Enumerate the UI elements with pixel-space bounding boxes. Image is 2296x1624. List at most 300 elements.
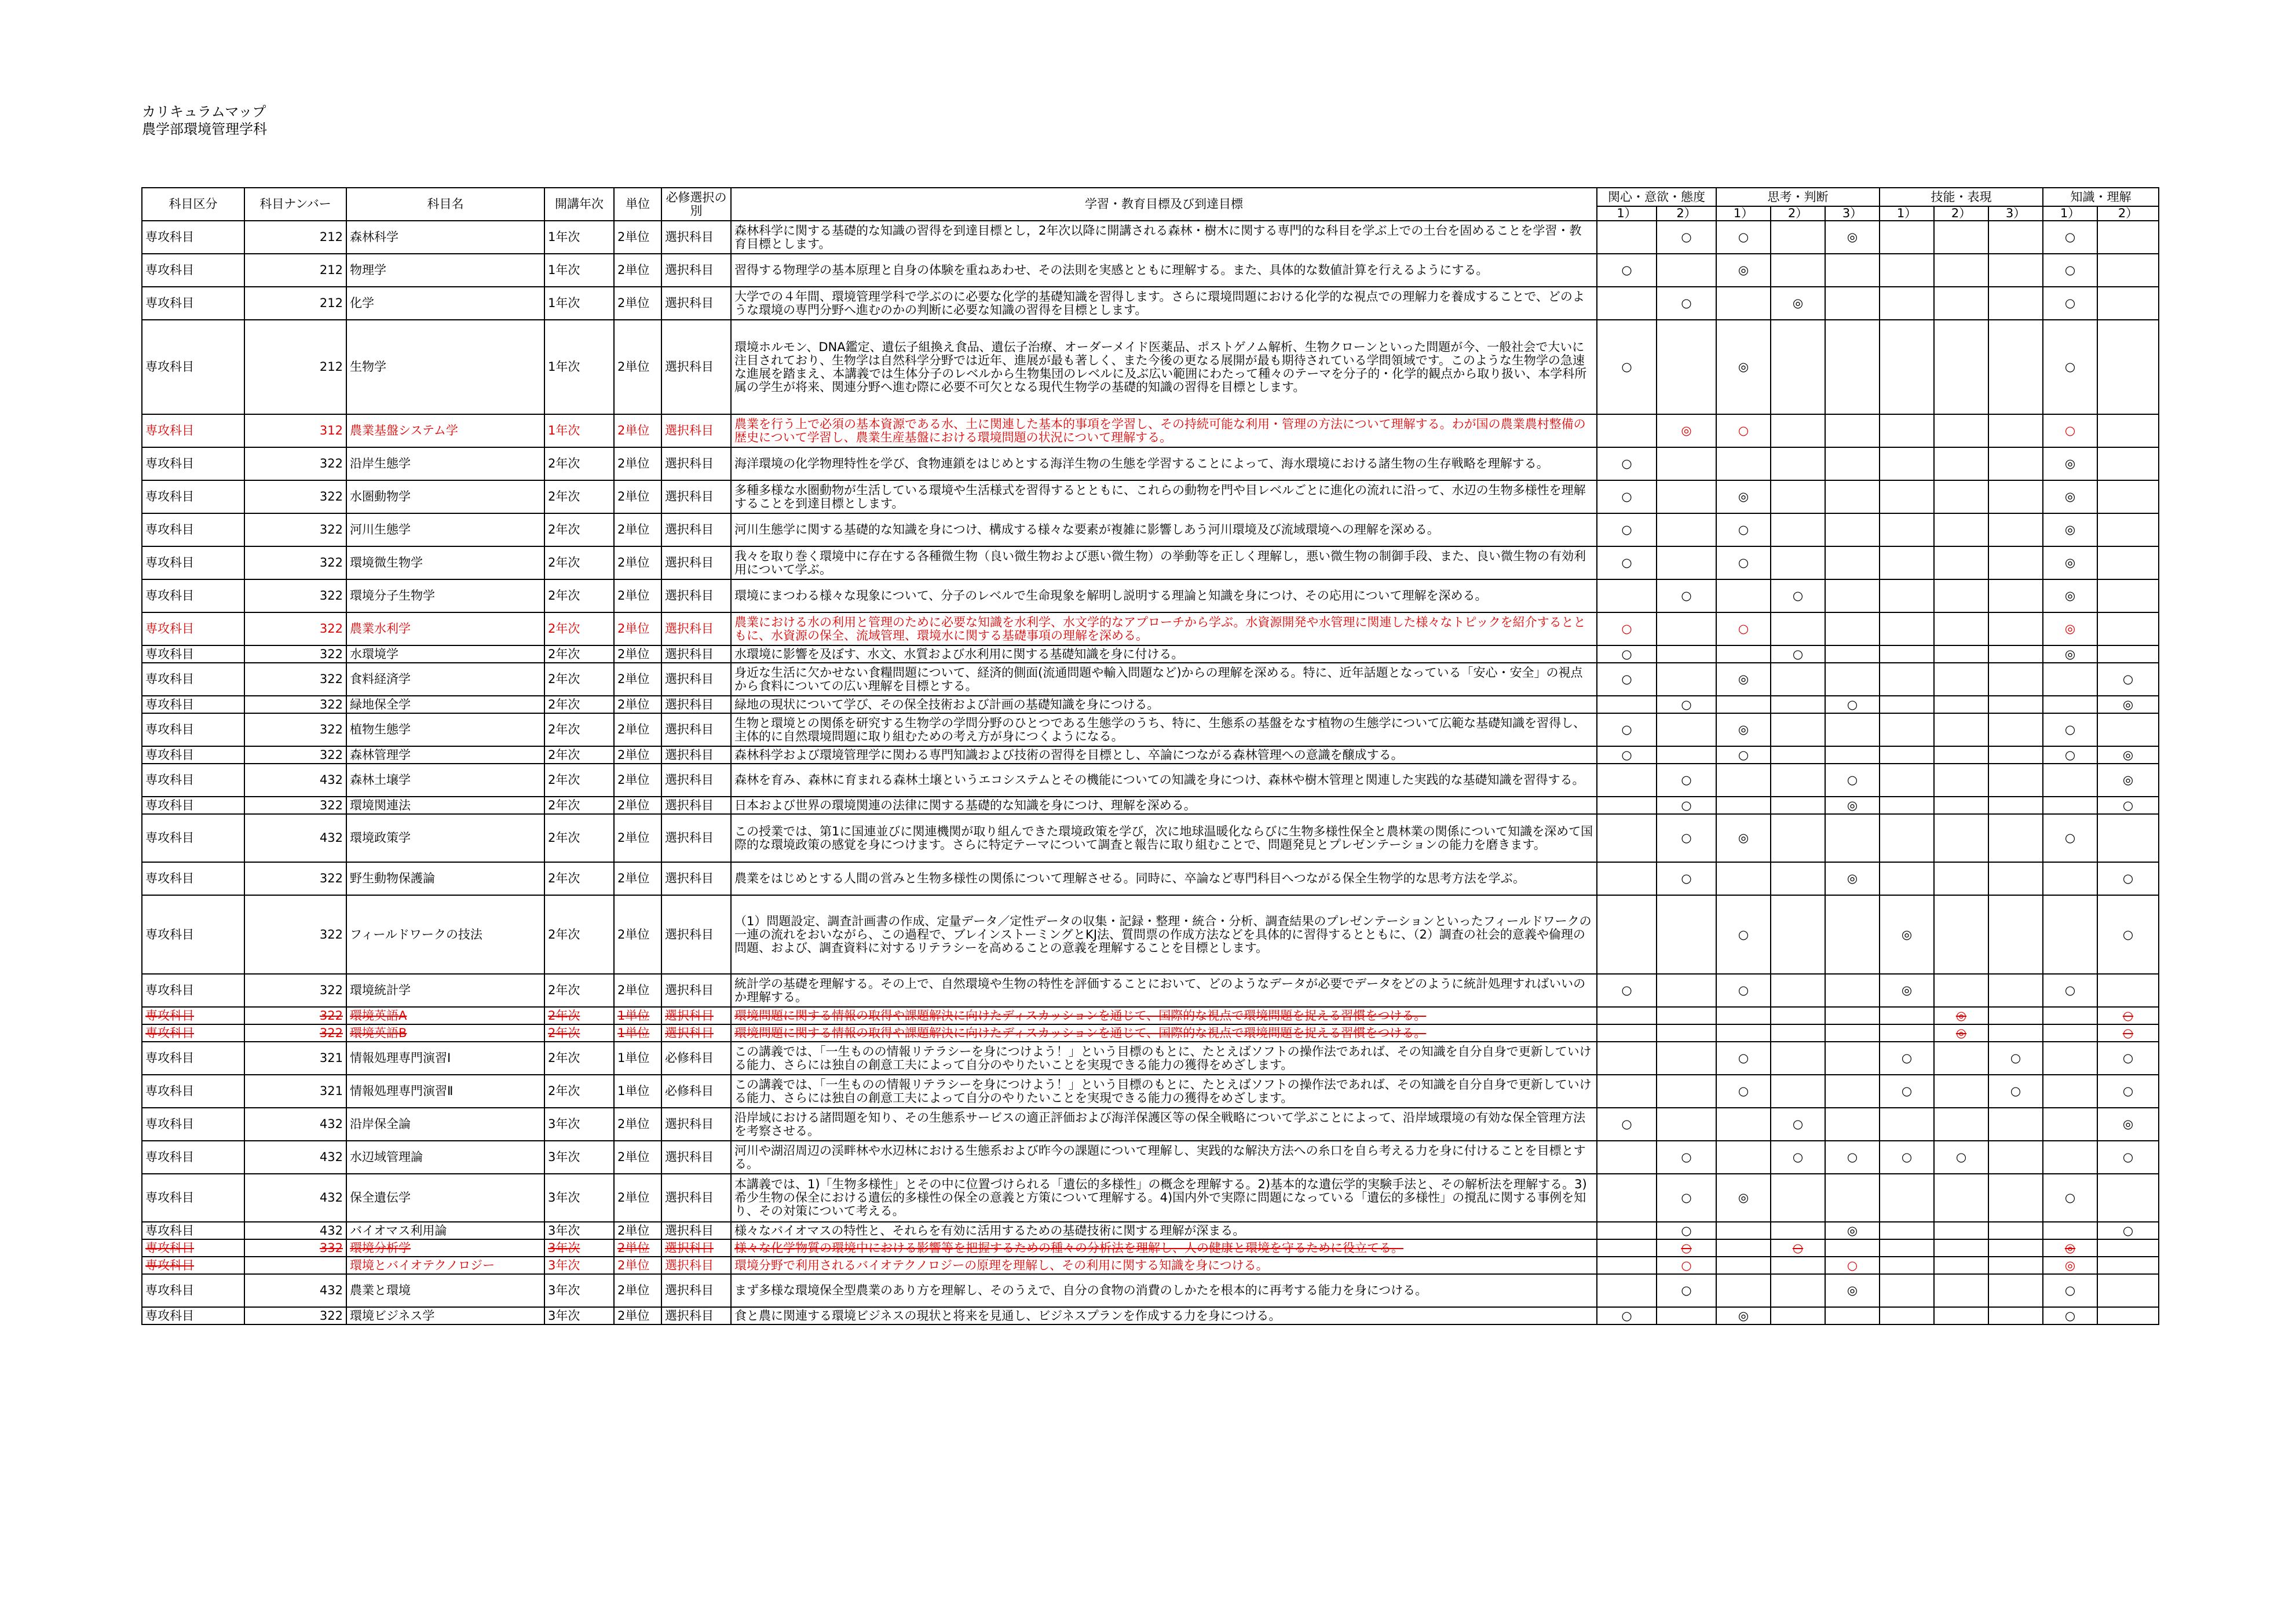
course-requirement: 選択科目 — [661, 1222, 731, 1239]
competency-mark — [2097, 414, 2159, 447]
course-number: 322 — [244, 895, 346, 974]
header-group-knowledge: 知識・理解 — [2043, 188, 2159, 206]
course-category: 専攻科目 — [142, 1141, 244, 1174]
competency-mark — [1657, 1108, 1716, 1141]
course-requirement: 選択科目 — [661, 764, 731, 797]
mark-symbol: ○ — [2122, 798, 2134, 812]
competency-mark — [2097, 1042, 2159, 1075]
course-credits: 2単位 — [614, 513, 661, 546]
course-year: 2年次 — [544, 546, 614, 579]
competency-mark — [1716, 1307, 1771, 1324]
course-requirement: 選択科目 — [661, 1141, 731, 1174]
competency-mark — [1657, 1141, 1716, 1174]
header-year: 開講年次 — [544, 188, 614, 221]
mark-symbol: ○ — [2064, 360, 2076, 374]
competency-mark — [1771, 645, 1825, 663]
course-credits: 2単位 — [614, 1141, 661, 1174]
competency-mark — [1716, 480, 1771, 513]
course-category: 専攻科目 — [142, 513, 244, 546]
competency-mark — [1597, 1307, 1657, 1324]
course-category: 専攻科目 — [142, 414, 244, 447]
competency-mark — [1716, 1239, 1771, 1257]
competency-mark — [1934, 663, 1988, 696]
course-number: 322 — [244, 713, 346, 746]
competency-mark — [2043, 1075, 2097, 1108]
competency-mark — [2043, 1222, 2097, 1239]
competency-mark — [2097, 1257, 2159, 1274]
competency-mark — [1597, 612, 1657, 645]
competency-mark — [2097, 1307, 2159, 1324]
course-number: 432 — [244, 764, 346, 797]
course-category: 専攻科目 — [142, 1274, 244, 1307]
course-goal: 海洋環境の化学物理特性を学び、食物連鎖をはじめとする海洋生物の生態を学習することによって、海水環境における諸生物の生存戦略を理解する。 — [731, 447, 1597, 480]
mark-symbol: ○ — [1738, 1084, 1749, 1098]
competency-mark — [1880, 320, 1934, 414]
course-category: 専攻科目 — [142, 862, 244, 895]
course-number: 312 — [244, 414, 346, 447]
curriculum-map-table — [141, 187, 2159, 1325]
competency-mark — [1716, 974, 1771, 1007]
subheader-cell: 3） — [1988, 206, 2043, 221]
competency-mark — [1825, 579, 1880, 612]
course-requirement: 選択科目 — [661, 414, 731, 447]
competency-mark — [1988, 612, 2043, 645]
course-number: 322 — [244, 974, 346, 1007]
competency-mark — [1716, 1108, 1771, 1141]
course-row — [142, 974, 2159, 1007]
competency-mark — [1988, 1174, 2043, 1222]
competency-mark — [1771, 1174, 1825, 1222]
competency-mark — [1657, 1274, 1716, 1307]
competency-mark — [1880, 764, 1934, 797]
mark-symbol: ○ — [1621, 722, 1632, 736]
mark-symbol: ○ — [1738, 230, 1749, 244]
course-number: 212 — [244, 287, 346, 320]
course-category: 専攻科目 — [142, 320, 244, 414]
competency-mark — [2043, 1174, 2097, 1222]
competency-mark — [2043, 895, 2097, 974]
title-line-1: カリキュラムマップ — [142, 104, 266, 120]
competency-mark — [2097, 713, 2159, 746]
competency-mark — [1988, 546, 2043, 579]
course-requirement: 選択科目 — [661, 254, 731, 287]
competency-mark — [1597, 974, 1657, 1007]
course-number: 322 — [244, 645, 346, 663]
competency-mark — [1825, 513, 1880, 546]
competency-mark — [1716, 746, 1771, 764]
competency-mark — [1716, 254, 1771, 287]
competency-mark — [1597, 480, 1657, 513]
course-number: 322 — [244, 797, 346, 814]
competency-mark — [1825, 814, 1880, 862]
mark-symbol: ○ — [1792, 1240, 1804, 1255]
competency-mark — [1657, 612, 1716, 645]
competency-mark — [1825, 1007, 1880, 1024]
course-requirement: 選択科目 — [661, 1274, 731, 1307]
competency-mark — [1597, 1007, 1657, 1024]
competency-mark — [1716, 1075, 1771, 1108]
competency-mark — [2043, 1307, 2097, 1324]
competency-mark — [1825, 764, 1880, 797]
competency-mark — [1597, 895, 1657, 974]
competency-mark — [1771, 696, 1825, 713]
competency-mark — [1657, 254, 1716, 287]
course-name: 農業基盤システム学 — [346, 414, 544, 447]
competency-mark — [1771, 447, 1825, 480]
course-category: 専攻科目 — [142, 612, 244, 645]
competency-mark — [1988, 447, 2043, 480]
mark-symbol: ◎ — [2064, 490, 2076, 503]
header-unit: 単位 — [614, 188, 661, 221]
course-row — [142, 645, 2159, 663]
competency-mark — [1716, 1141, 1771, 1174]
competency-mark — [1657, 1024, 1716, 1042]
competency-mark — [1657, 645, 1716, 663]
competency-mark — [1716, 1042, 1771, 1075]
course-row — [142, 612, 2159, 645]
competency-mark — [1988, 480, 2043, 513]
competency-mark — [1934, 221, 1988, 254]
mark-symbol: ○ — [2122, 1008, 2134, 1023]
course-number: 322 — [244, 862, 346, 895]
competency-mark — [1988, 797, 2043, 814]
course-requirement: 選択科目 — [661, 320, 731, 414]
course-row — [142, 1222, 2159, 1239]
mark-symbol: ◎ — [1738, 490, 1749, 503]
competency-mark — [1825, 862, 1880, 895]
competency-mark — [1657, 447, 1716, 480]
competency-mark — [1880, 1239, 1934, 1257]
competency-mark — [1771, 862, 1825, 895]
competency-mark — [1880, 746, 1934, 764]
course-category: 専攻科目 — [142, 287, 244, 320]
competency-mark — [1771, 974, 1825, 1007]
competency-mark — [2097, 546, 2159, 579]
competency-mark — [1988, 895, 2043, 974]
mark-symbol: ○ — [1681, 1150, 1692, 1164]
competency-mark — [1657, 221, 1716, 254]
course-row — [142, 696, 2159, 713]
competency-mark — [1825, 1257, 1880, 1274]
course-row — [142, 1007, 2159, 1024]
course-goal: 農業をはじめとする人間の営みと生物多様性の関係について理解させる。同時に、卒論など専門科目へつながる保全生物学的な思考方法を学ぶ。 — [731, 862, 1597, 895]
competency-mark — [1657, 1174, 1716, 1222]
header-required: 必修選択の別 — [661, 188, 731, 221]
competency-mark — [1880, 1141, 1934, 1174]
competency-mark — [1825, 895, 1880, 974]
competency-mark — [1716, 1007, 1771, 1024]
competency-mark — [1934, 579, 1988, 612]
competency-mark — [1934, 1042, 1988, 1075]
course-number — [244, 1257, 346, 1274]
mark-symbol: ○ — [2122, 927, 2134, 941]
header-number: 科目ナンバー — [244, 188, 346, 221]
competency-mark — [1880, 797, 1934, 814]
course-name: 環境関連法 — [346, 797, 544, 814]
competency-mark — [1716, 447, 1771, 480]
competency-mark — [2097, 797, 2159, 814]
competency-mark — [1771, 287, 1825, 320]
competency-mark — [1825, 797, 1880, 814]
competency-mark — [1825, 546, 1880, 579]
course-goal: この講義では、「一生ものの情報リテラシーを身につけよう！」という目標のもとに、たとえばソフトの操作法であれば、その知識を自分自身で更新していける能力、さらには独自の創意工夫によって自分のやりたいことを実現できる能力の獲得をめざします。 — [731, 1042, 1597, 1075]
mark-symbol: ○ — [1621, 647, 1632, 661]
competency-mark — [1988, 579, 2043, 612]
course-name: 農業と環境 — [346, 1274, 544, 1307]
course-year: 2年次 — [544, 447, 614, 480]
mark-symbol: ◎ — [1738, 722, 1749, 736]
competency-mark — [1771, 320, 1825, 414]
course-requirement: 選択科目 — [661, 480, 731, 513]
header-group-skill: 技能・表現 — [1880, 188, 2043, 206]
course-row — [142, 1108, 2159, 1141]
course-name: 情報処理専門演習Ⅰ — [346, 1042, 544, 1075]
competency-mark — [1825, 1042, 1880, 1075]
course-category: 専攻科目 — [142, 546, 244, 579]
course-goal: 河川や湖沼周辺の渓畔林や水辺林における生態系および昨今の課題について理解し、実践的な解決方法への糸口を自ら考える力を身に付けることを目標とする。 — [731, 1141, 1597, 1174]
competency-mark — [1657, 1075, 1716, 1108]
course-row — [142, 895, 2159, 974]
course-goal: 身近な生活に欠かせない食糧問題について、経済的側面(流通問題や輸入問題など)からの理解を深める。特に、近年話題となっている「安心・安全」の視点から食料についての広い理解を目標とする。 — [731, 663, 1597, 696]
course-goal: この講義では、「一生ものの情報リテラシーを身につけよう！」という目標のもとに、たとえばソフトの操作法であれば、その知識を自分自身で更新していける能力、さらには独自の創意工夫によって自分のやりたいことを実現できる能力の獲得をめざします。 — [731, 1075, 1597, 1108]
competency-mark — [1597, 1024, 1657, 1042]
competency-mark — [1597, 663, 1657, 696]
course-category: 専攻科目 — [142, 814, 244, 862]
competency-mark — [1716, 579, 1771, 612]
mark-symbol: ◎ — [1847, 230, 1858, 244]
course-number: 432 — [244, 814, 346, 862]
competency-mark — [2097, 1174, 2159, 1222]
mark-symbol: ◎ — [2122, 747, 2134, 762]
competency-mark — [1716, 663, 1771, 696]
subheader-cell: 2） — [1657, 206, 1716, 221]
course-name: 情報処理専門演習Ⅱ — [346, 1075, 544, 1108]
competency-mark — [2043, 221, 2097, 254]
competency-mark — [1771, 579, 1825, 612]
competency-mark — [1880, 814, 1934, 862]
competency-mark — [1934, 713, 1988, 746]
course-category: 専攻科目 — [142, 764, 244, 797]
competency-mark — [1597, 645, 1657, 663]
competency-mark — [1934, 480, 1988, 513]
course-goal: 生物と環境との関係を研究する生物学の学問分野のひとつである生態学のうち、特に、生態系の基盤をなす植物の生態学について広範な基礎知識を習得し、主体的に自然環境問題に取り組むための考え方が身につくようになる。 — [731, 713, 1597, 746]
course-category: 専攻科目 — [142, 663, 244, 696]
competency-mark — [1771, 1274, 1825, 1307]
competency-mark — [2043, 414, 2097, 447]
competency-mark — [2043, 1274, 2097, 1307]
header-row — [142, 188, 2159, 206]
course-row — [142, 862, 2159, 895]
course-row — [142, 663, 2159, 696]
competency-mark — [1657, 797, 1716, 814]
course-requirement: 必修科目 — [661, 1042, 731, 1075]
mark-symbol: ○ — [1681, 1223, 1692, 1238]
competency-mark — [2097, 663, 2159, 696]
competency-mark — [2043, 480, 2097, 513]
mark-symbol: ○ — [1847, 773, 1858, 787]
course-goal: 環境問題に関する情報の取得や課題解決に向けたディスカッションを通じて、国際的な視点で環境問題を捉える習慣をつける。 — [731, 1007, 1597, 1024]
competency-mark — [1988, 513, 2043, 546]
course-requirement: 選択科目 — [661, 895, 731, 974]
competency-mark — [1771, 713, 1825, 746]
competency-mark — [1880, 663, 1934, 696]
course-requirement: 選択科目 — [661, 1108, 731, 1141]
competency-mark — [2097, 447, 2159, 480]
course-number: 322 — [244, 579, 346, 612]
competency-mark — [1825, 1108, 1880, 1141]
mark-symbol: ○ — [1792, 1117, 1804, 1131]
subheader-cell: 2） — [1771, 206, 1825, 221]
mark-symbol: ○ — [1621, 263, 1632, 277]
course-name: 環境分析学 — [346, 1239, 544, 1257]
course-goal: 森林科学に関する基礎的な知識の習得を到達目標とし，2年次以降に開講される森林・樹木に関する専門的な科目を学ぶ上での土台を固めることを学習・教育目標とします。 — [731, 221, 1597, 254]
competency-mark — [1880, 713, 1934, 746]
competency-mark — [1880, 1007, 1934, 1024]
competency-mark — [1880, 1042, 1934, 1075]
competency-mark — [1716, 546, 1771, 579]
competency-mark — [1880, 546, 1934, 579]
competency-mark — [2097, 764, 2159, 797]
competency-mark — [2043, 696, 2097, 713]
competency-mark — [2097, 862, 2159, 895]
course-category: 専攻科目 — [142, 254, 244, 287]
course-credits: 1単位 — [614, 1042, 661, 1075]
competency-mark — [2097, 513, 2159, 546]
course-requirement: 選択科目 — [661, 814, 731, 862]
course-name: 食料経済学 — [346, 663, 544, 696]
competency-mark — [1771, 1257, 1825, 1274]
competency-mark — [1716, 221, 1771, 254]
competency-mark — [1934, 1141, 1988, 1174]
course-name: 水圏動物学 — [346, 480, 544, 513]
competency-mark — [1657, 1007, 1716, 1024]
competency-mark — [2043, 974, 2097, 1007]
course-number: 332 — [244, 1239, 346, 1257]
competency-mark — [2043, 1024, 2097, 1042]
course-row — [142, 287, 2159, 320]
competency-mark — [1771, 1007, 1825, 1024]
competency-mark — [1771, 513, 1825, 546]
mark-symbol: ○ — [1847, 1150, 1858, 1164]
mark-symbol: ○ — [2122, 672, 2134, 686]
competency-mark — [1934, 814, 1988, 862]
course-requirement: 選択科目 — [661, 862, 731, 895]
course-credits: 2単位 — [614, 1108, 661, 1141]
mark-symbol: ○ — [1681, 296, 1692, 310]
competency-mark — [1597, 320, 1657, 414]
course-requirement: 選択科目 — [661, 287, 731, 320]
course-name: 環境とバイオテクノロジー — [346, 1257, 544, 1274]
competency-mark — [1934, 1257, 1988, 1274]
competency-mark — [1597, 221, 1657, 254]
competency-mark — [1657, 1257, 1716, 1274]
course-credits: 2単位 — [614, 414, 661, 447]
competency-mark — [1934, 287, 1988, 320]
competency-mark — [1880, 974, 1934, 1007]
course-requirement: 選択科目 — [661, 1174, 731, 1222]
course-name: 植物生態学 — [346, 713, 544, 746]
competency-mark — [1716, 862, 1771, 895]
course-year: 2年次 — [544, 862, 614, 895]
competency-mark — [1934, 696, 1988, 713]
course-credits: 2単位 — [614, 974, 661, 1007]
mark-symbol: ○ — [1847, 1258, 1858, 1272]
course-category: 専攻科目 — [142, 480, 244, 513]
course-goal: 環境分野で利用されるバイオテクノロジーの原理を理解し、その利用に関する知識を身につける。 — [731, 1257, 1597, 1274]
mark-symbol: ○ — [1955, 1150, 1967, 1164]
course-credits: 2単位 — [614, 895, 661, 974]
course-goal: 環境ホルモン、DNA鑑定、遺伝子組換え食品、遺伝子治療、オーダーメイド医薬品、ポストゲノム解析、生物クローンといった問題が今、一般社会で大いに注目されており、生物学は自然科学分野では近年、進展が最も著しく、また今後の更なる展開が最も期待されている学問領域です。このような生物学の急速な進展を踏まえ、本講義では生体分子のレベルから生物集団のレベルに及ぶ広い範囲にわたって種々のテーマを分子的・化学的観点から取り扱い、本学科所属の学生が将来、関連分野へ進む際に必要不可欠となる現代生物学の基礎的知識の習得を目標とします。 — [731, 320, 1597, 414]
course-number: 212 — [244, 221, 346, 254]
course-credits: 2単位 — [614, 1274, 661, 1307]
header-category: 科目区分 — [142, 188, 244, 221]
course-category: 専攻科目 — [142, 1239, 244, 1257]
competency-mark — [1988, 1075, 2043, 1108]
competency-mark — [1597, 814, 1657, 862]
course-goal: 沿岸域における諸問題を知り、その生態系サービスの適正評価および海洋保護区等の保全戦略について学ぶことによって、沿岸域環境の有効な保全管理方法を考察させる。 — [731, 1108, 1597, 1141]
competency-mark — [1880, 221, 1934, 254]
competency-mark — [1880, 287, 1934, 320]
course-row — [142, 1257, 2159, 1274]
mark-symbol: ◎ — [1738, 1308, 1749, 1323]
mark-symbol: ○ — [1621, 983, 1632, 997]
mark-symbol: ○ — [1738, 747, 1749, 762]
course-year: 1年次 — [544, 320, 614, 414]
course-name: 農業水利学 — [346, 612, 544, 645]
competency-mark — [2043, 513, 2097, 546]
competency-mark — [2043, 1257, 2097, 1274]
competency-mark — [1657, 764, 1716, 797]
competency-mark — [1716, 713, 1771, 746]
course-name: 森林土壌学 — [346, 764, 544, 797]
course-name: 沿岸生態学 — [346, 447, 544, 480]
competency-mark — [2043, 546, 2097, 579]
course-name: 森林管理学 — [346, 746, 544, 764]
competency-mark — [1657, 895, 1716, 974]
course-goal: まず多様な環境保全型農業のあり方を理解し、そのうえで、自分の食物の消費のしかたを根本的に再考する能力を身につける。 — [731, 1274, 1597, 1307]
competency-mark — [2043, 814, 2097, 862]
course-name: 河川生態学 — [346, 513, 544, 546]
competency-mark — [1988, 713, 2043, 746]
course-category: 専攻科目 — [142, 895, 244, 974]
course-row — [142, 1239, 2159, 1257]
course-requirement: 選択科目 — [661, 713, 731, 746]
course-credits: 2単位 — [614, 645, 661, 663]
mark-symbol: ○ — [1621, 360, 1632, 374]
mark-symbol: ○ — [1738, 622, 1749, 636]
course-category: 専攻科目 — [142, 1042, 244, 1075]
mark-symbol: ◎ — [1738, 1191, 1749, 1205]
course-goal: 農業における水の利用と管理のために必要な知識を水利学、水文学的なアプローチから学ぶ。水資源開発や水管理に関連した様々なトピックを紹介するとともに、水資源の保全、流域管理、環境水に関する基礎事項の理解を深める。 — [731, 612, 1597, 645]
competency-mark — [1657, 513, 1716, 546]
competency-mark — [1716, 414, 1771, 447]
course-credits: 2単位 — [614, 746, 661, 764]
competency-mark — [1825, 447, 1880, 480]
mark-symbol: ◎ — [2064, 622, 2076, 636]
competency-mark — [1716, 696, 1771, 713]
subheader-cell: 1） — [1880, 206, 1934, 221]
course-number: 432 — [244, 1274, 346, 1307]
mark-symbol: ○ — [2122, 1084, 2134, 1098]
competency-mark — [1934, 1222, 1988, 1239]
competency-mark — [1657, 414, 1716, 447]
competency-mark — [1716, 1174, 1771, 1222]
mark-symbol: ○ — [2064, 722, 2076, 736]
mark-symbol: ○ — [1681, 697, 1692, 711]
course-row — [142, 1307, 2159, 1324]
mark-symbol: ○ — [2064, 1283, 2076, 1297]
course-category: 専攻科目 — [142, 1174, 244, 1222]
